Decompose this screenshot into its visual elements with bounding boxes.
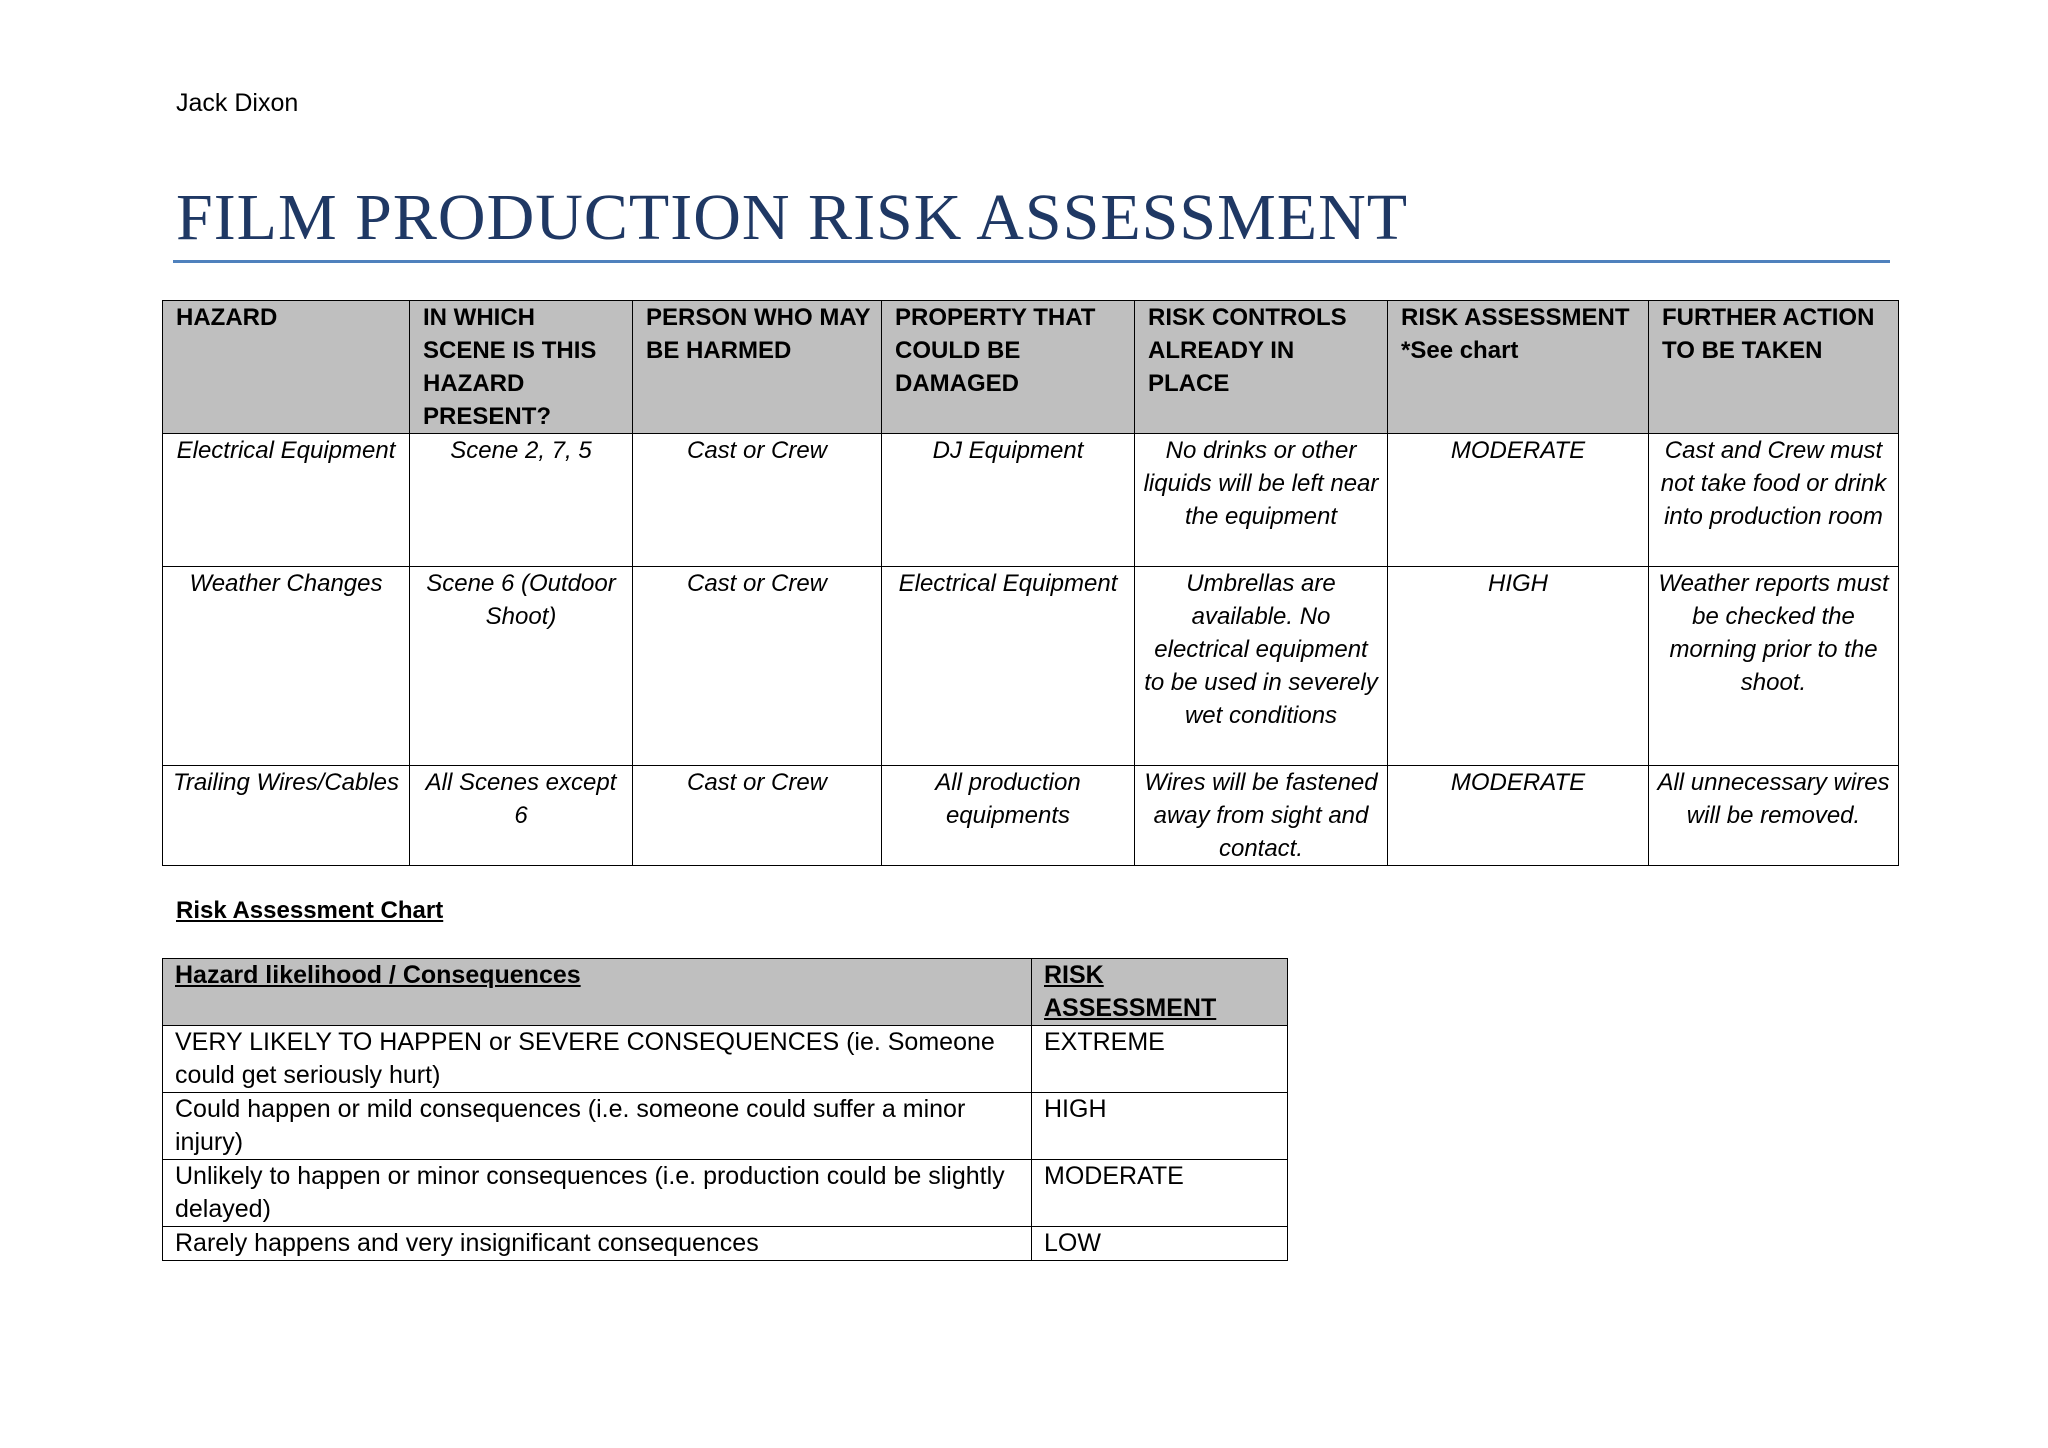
cell-controls: Wires will be fastened away from sight and contact. xyxy=(1135,766,1388,866)
table-row xyxy=(163,434,1899,567)
page-title: FILM PRODUCTION RISK ASSESSMENT xyxy=(176,181,1409,254)
header-person: PERSON WHO MAY BE HARMED xyxy=(633,301,882,434)
cell-further-action: All unnecessary wires will be removed. xyxy=(1649,766,1899,866)
cell-scene: All Scenes except 6 xyxy=(410,766,633,866)
cell-property: Electrical Equipment xyxy=(882,567,1135,766)
cell-property: All production equipments xyxy=(882,766,1135,866)
cell-person: Cast or Crew xyxy=(633,434,882,567)
title-divider xyxy=(173,260,1890,263)
risk-assessment-table xyxy=(162,300,1899,866)
cell-scene: Scene 6 (Outdoor Shoot) xyxy=(410,567,633,766)
table-header-row xyxy=(163,301,1899,434)
cell-controls: No drinks or other liquids will be left near the equipment xyxy=(1135,434,1388,567)
likelihood-cell: VERY LIKELY TO HAPPEN or SEVERE CONSEQUENCES (ie. Someone could get seriously hurt) xyxy=(163,1026,1032,1093)
risk-level-cell: MODERATE xyxy=(1032,1160,1288,1227)
chart-row xyxy=(163,1227,1288,1261)
cell-controls: Umbrellas are available. No electrical equipment to be used in severely wet conditions xyxy=(1135,567,1388,766)
cell-person: Cast or Crew xyxy=(633,567,882,766)
risk-level-cell: HIGH xyxy=(1032,1093,1288,1160)
table-row xyxy=(163,766,1899,866)
table-row xyxy=(163,567,1899,766)
author-name: Jack Dixon xyxy=(176,89,299,117)
cell-assessment: HIGH xyxy=(1388,567,1649,766)
chart-row xyxy=(163,1160,1288,1227)
header-risk-assessment: RISK ASSESSMENT xyxy=(1032,959,1288,1026)
header-scene: IN WHICH SCENE IS THIS HAZARD PRESENT? xyxy=(410,301,633,434)
likelihood-cell: Rarely happens and very insignificant consequences xyxy=(163,1227,1032,1261)
cell-assessment: MODERATE xyxy=(1388,434,1649,567)
cell-person: Cast or Crew xyxy=(633,766,882,866)
cell-scene: Scene 2, 7, 5 xyxy=(410,434,633,567)
header-assessment: RISK ASSESSMENT *See chart xyxy=(1388,301,1649,434)
cell-assessment: MODERATE xyxy=(1388,766,1649,866)
risk-level-cell: LOW xyxy=(1032,1227,1288,1261)
cell-further-action: Cast and Crew must not take food or drink into production room xyxy=(1649,434,1899,567)
header-likelihood: Hazard likelihood / Consequences xyxy=(163,959,1032,1026)
cell-hazard: Electrical Equipment xyxy=(163,434,410,567)
header-property: PROPERTY THAT COULD BE DAMAGED xyxy=(882,301,1135,434)
risk-chart-heading: Risk Assessment Chart xyxy=(176,897,444,924)
risk-level-cell: EXTREME xyxy=(1032,1026,1288,1093)
chart-header-row xyxy=(163,959,1288,1026)
cell-hazard: Trailing Wires/Cables xyxy=(163,766,410,866)
cell-hazard: Weather Changes xyxy=(163,567,410,766)
header-further-action: FURTHER ACTION TO BE TAKEN xyxy=(1649,301,1899,434)
likelihood-cell: Could happen or mild consequences (i.e. someone could suffer a minor injury) xyxy=(163,1093,1032,1160)
header-hazard: HAZARD xyxy=(163,301,410,434)
header-controls: RISK CONTROLS ALREADY IN PLACE xyxy=(1135,301,1388,434)
likelihood-cell: Unlikely to happen or minor consequences (i.e. production could be slightly delayed) xyxy=(163,1160,1032,1227)
chart-row xyxy=(163,1026,1288,1093)
risk-assessment-chart-table xyxy=(162,958,1288,1261)
cell-property: DJ Equipment xyxy=(882,434,1135,567)
cell-further-action: Weather reports must be checked the morning prior to the shoot. xyxy=(1649,567,1899,766)
chart-row xyxy=(163,1093,1288,1160)
